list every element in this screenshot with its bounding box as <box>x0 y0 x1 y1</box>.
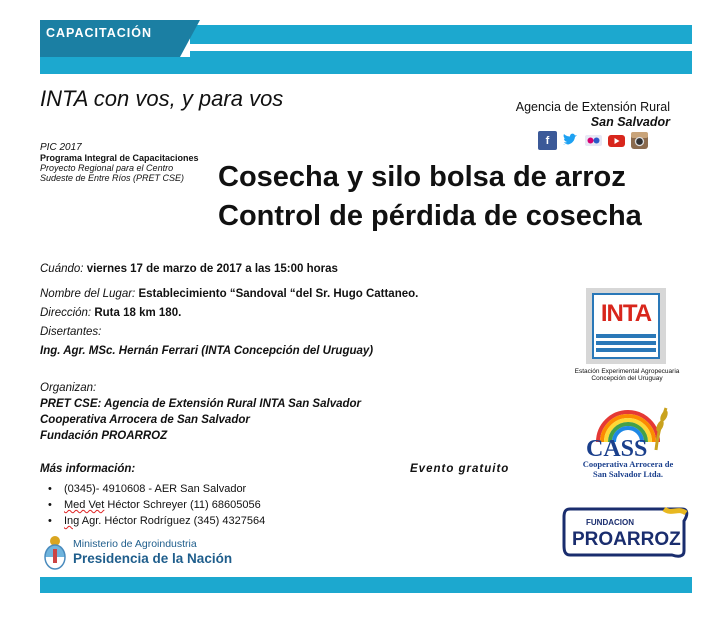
address-label: Dirección: <box>40 307 92 319</box>
facebook-icon[interactable]: f <box>538 131 557 150</box>
address-row <box>40 307 181 319</box>
flickr-icon[interactable] <box>584 131 603 150</box>
organizer-item: Cooperativa Arrocera de San Salvador <box>40 414 250 426</box>
agency-name <box>516 100 670 130</box>
place-label: Nombre del Lugar: <box>40 288 136 300</box>
organizer-item: PRET CSE: Agencia de Extensión Rural INTA San Salvador <box>40 398 362 410</box>
proarroz-small: FUNDACION <box>586 518 634 527</box>
pic-block <box>40 143 199 183</box>
youtube-icon[interactable] <box>607 131 626 150</box>
pic-program: Programa Integral de Capacitaciones <box>40 153 199 163</box>
place-row <box>40 288 418 300</box>
event-title <box>218 158 642 236</box>
ministry-line2: Presidencia de la Nación <box>73 551 233 566</box>
ministry-seal-icon <box>42 535 68 571</box>
speakers-label: Disertantes: <box>40 326 102 338</box>
pic-project-line2: Sudeste de Entre Ríos (PRET CSE) <box>40 173 185 183</box>
speaker-name: Ing. Agr. MSc. Hernán Ferrari (INTA Concepción del Uruguay) <box>40 345 374 357</box>
proarroz-logo <box>560 501 690 563</box>
agency-line1: Agencia de Extensión Rural <box>515 100 670 114</box>
list-item: • Med Vet Héctor Schreyer (11) 68605056 <box>46 497 265 513</box>
ministry-line1: Ministerio de Agroindustria <box>73 538 197 550</box>
speakers-row <box>40 326 101 338</box>
list-item: • Ing Agr. Héctor Rodríguez (345) 4327564 <box>46 513 265 529</box>
organizer-item: Fundación PROARROZ <box>40 430 168 442</box>
social-icons <box>538 131 649 151</box>
organizers-label: Organizan: <box>40 382 97 394</box>
footer-band <box>40 577 692 593</box>
pic-year: PIC 2017 <box>40 142 82 153</box>
title-line2: Control de pérdida de cosecha <box>218 200 642 232</box>
free-event-label: Evento gratuito <box>410 463 510 475</box>
inta-logo-word: INTA <box>600 300 652 327</box>
title-line1: Cosecha y silo bolsa de arroz <box>218 161 626 193</box>
when-label: Cuándo: <box>40 263 84 275</box>
agency-line2: San Salvador <box>590 115 670 129</box>
header-tab-label: CAPACITACIÓN <box>46 26 152 40</box>
when-value: viernes 17 de marzo de 2017 a las 15:00 horas <box>86 263 338 275</box>
instagram-icon[interactable] <box>630 131 649 150</box>
inta-caption: Estación Experimental Agropecuaria Concepción del Uruguay <box>574 368 680 382</box>
address-value: Ruta 18 km 180. <box>94 307 182 319</box>
pic-project-line1: Proyecto Regional para el Centro <box>40 163 174 173</box>
proarroz-word: PROARROZ <box>572 529 681 550</box>
cass-caption: Cooperativa Arrocera de San Salvador Ltda. <box>582 459 674 479</box>
list-item: • (0345)- 4910608 - AER San Salvador <box>46 481 265 497</box>
contact-list <box>46 481 265 529</box>
twitter-icon[interactable] <box>561 131 580 150</box>
tagline: INTA con vos, y para vos <box>40 86 284 111</box>
when-row <box>40 263 338 275</box>
place-value: Establecimiento “Sandoval “del Sr. Hugo Cattaneo. <box>138 288 419 300</box>
inta-logo-stripes <box>596 334 656 352</box>
more-info-label: Más información: <box>40 463 136 475</box>
cass-logo-word: CASS <box>586 436 648 462</box>
